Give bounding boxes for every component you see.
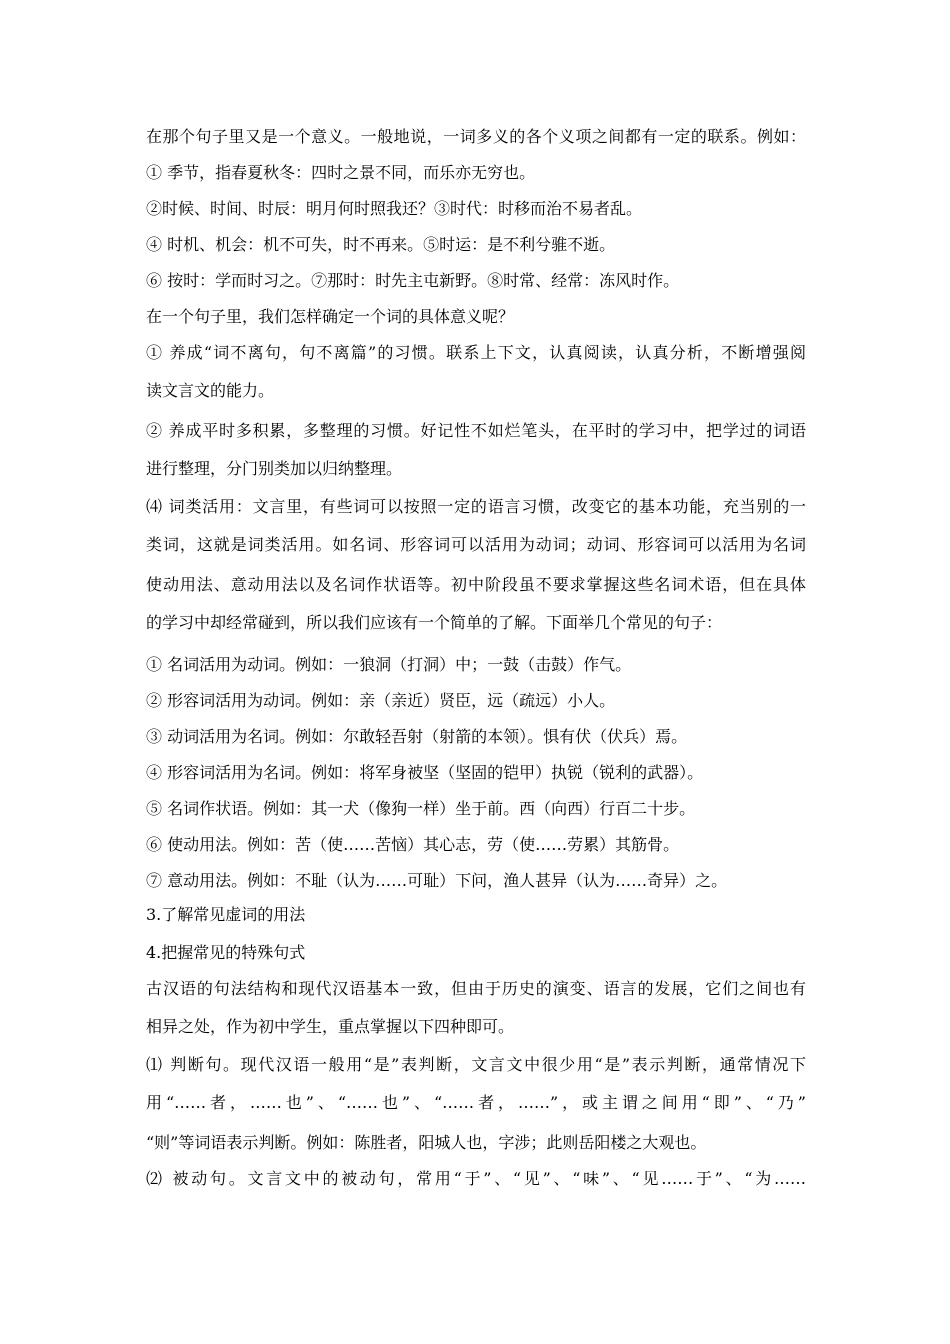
text-line: ⑴ 判断句。现代汉语一般用“是”表判断，文言文中很少用“是”表示判断，通常情况下 [146,1055,806,1074]
text-line: ② 养成平时多积累，多整理的习惯。好记性不如烂笔头，在平时的学习中，把学过的词语 [146,421,806,440]
text-line: 在那个句子里又是一个意义。一般地说，一词多义的各个义项之间都有一定的联系。例如： [146,127,806,146]
text-line: ③ 动词活用为名词。例如：尔敢轻吾射（射箭的本领）。惧有伏（伏兵）焉。 [146,727,688,746]
text-line: ① 季节，指春夏秋冬：四时之景不同，而乐亦无穷也。 [146,163,536,182]
text-line: 类词，这就是词类活用。如名词、形容词可以活用为动词；动词、形容词可以活用为名词 [146,535,806,554]
text-line: 的学习中却经常碰到，所以我们应该有一个简单的了解。下面举几个常见的句子： [146,613,723,632]
text-line: “则”等词语表示判断。例如：陈胜者，阳城人也，字涉；此则岳阳楼之大观也。 [146,1133,707,1152]
text-line: 读文言文的能力。 [146,381,275,400]
text-line: ⑵ 被动句。文言文中的被动句，常用“于”、“见”、“味”、“见……于”、“为…… [146,1169,806,1188]
text-line: ① 养成“词不离句，句不离篇”的习惯。联系上下文，认真阅读，认真分析，不断增强阅 [146,343,806,362]
text-line: 3.了解常见虚词的用法 [146,905,306,924]
text-line: 进行整理，分门别类加以归纳整理。 [146,459,403,478]
text-line: 用“……者，……也”、“……也”、“……者，……”，或主谓之间用“即”、“乃” [146,1093,806,1112]
text-line: 4.把握常见的特殊句式 [146,943,306,962]
text-line: 使动用法、意动用法以及名词作状语等。初中阶段虽不要求掌握这些名词术语，但在具体 [146,575,806,594]
text-line: 古汉语的句法结构和现代汉语基本一致，但由于历史的演变、语言的发展，它们之间也有 [146,979,806,998]
text-line: ⑤ 名词作状语。例如：其一犬（像狗一样）坐于前。西（向西）行百二十步。 [146,799,696,818]
text-line: 相异之处，作为初中学生，重点掌握以下四种即可。 [146,1017,515,1036]
text-line: ⑥ 使动用法。例如：苦（使……苦恼）其心志，劳（使……劳累）其筋骨。 [146,835,680,854]
text-line: 在一个句子里，我们怎样确定一个词的具体意义呢？ [146,307,515,326]
text-line: ④ 时机、机会：机不可失，时不再来。⑤时运：是不利兮骓不逝。 [146,235,616,254]
text-line: ① 名词活用为动词。例如：一狼洞（打洞）中；一鼓（击鼓）作气。 [146,655,632,674]
text-line: ⑷ 词类活用：文言里，有些词可以按照一定的语言习惯，改变它的基本功能，充当别的一 [146,497,806,516]
text-line: ⑥ 按时：学而时习之。⑦那时：时先主屯新野。⑧时常、经常：冻风时作。 [146,271,680,290]
text-line: ⑦ 意动用法。例如：不耻（认为……可耻）下问，渔人甚异（认为……奇异）之。 [146,871,728,890]
text-line: ② 形容词活用为动词。例如：亲（亲近）贤臣，远（疏远）小人。 [146,691,616,710]
text-line: ②时候、时间、时辰：明月何时照我还？③时代：时移而治不易者乱。 [146,199,643,218]
text-line: ④ 形容词活用为名词。例如：将军身被坚（坚固的铠甲）执锐（锐利的武器）。 [146,763,704,782]
